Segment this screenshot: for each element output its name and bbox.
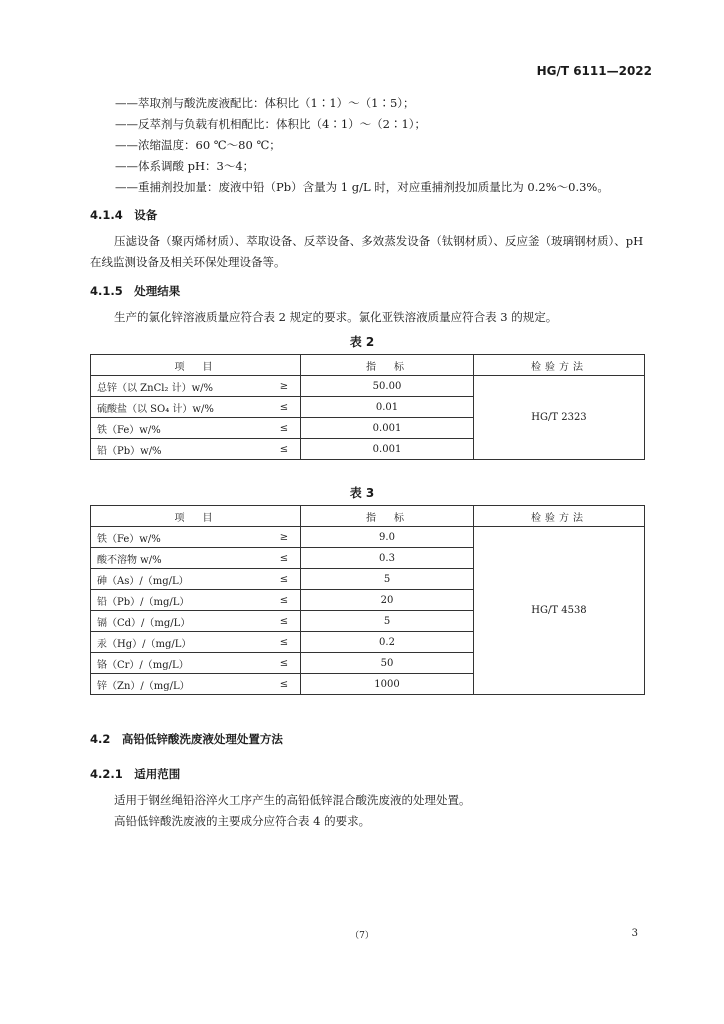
table2-caption: 表 2 (349, 335, 375, 349)
table3-value: 1000 (301, 674, 474, 695)
table3-item: 铬（Cr）/（mg/L） (91, 653, 269, 674)
footer-center-number: （7） (350, 931, 374, 941)
page-number: 3 (631, 928, 638, 939)
table2-item: 铁（Fe）w/% (91, 418, 269, 439)
table2-header-value: 指 标 (301, 355, 474, 376)
table3-header-item: 项 目 (91, 506, 301, 527)
section-4-1-4-text (90, 231, 650, 273)
table3-item: 铅（Pb）/（mg/L） (91, 590, 269, 611)
standard-code: HG/T 6111—2022 (536, 64, 652, 78)
table3-op: ≤ (268, 632, 301, 653)
param-extract-ratio: ——萃取剂与酸洗废液配比：体积比（1∶1）～（1∶5）； (115, 96, 415, 110)
table3-op: ≥ (268, 527, 301, 548)
table3-caption: 表 3 (349, 486, 375, 500)
table2-value: 0.01 (301, 397, 474, 418)
param-ph: ——体系调酸 pH：3～4； (115, 159, 255, 173)
section-4-2-1-title: 4.2.1 适用范围 (90, 767, 181, 781)
table2-op: ≤ (268, 397, 301, 418)
table3-op: ≤ (268, 548, 301, 569)
table3-op: ≤ (268, 569, 301, 590)
table2-method: HG/T 2323 (474, 376, 645, 460)
table3-value: 9.0 (301, 527, 474, 548)
table3-item: 铁（Fe）w/% (91, 527, 269, 548)
table3-value: 0.3 (301, 548, 474, 569)
table-row (91, 376, 645, 397)
table3-item: 镉（Cd）/（mg/L） (91, 611, 269, 632)
table2-value: 0.001 (301, 439, 474, 460)
table2-header-row (91, 355, 645, 376)
table3-op: ≤ (268, 674, 301, 695)
equipment-text: 压滤设备（聚丙烯材质）、萃取设备、反萃设备、多效蒸发设备（钛钢材质）、反应釜（玻璃钢材质）、pH 在线监测设备及相关环保处理设备等。 (90, 234, 644, 269)
table2-op: ≤ (268, 439, 301, 460)
table3-method: HG/T 4538 (474, 527, 645, 695)
section-4-1-5-title: 4.1.5 处理结果 (90, 284, 181, 298)
section-4-1-5-text: 生产的氯化锌溶液质量应符合表 2 规定的要求。氯化亚铁溶液质量应符合表 3 的规定。 (114, 310, 558, 324)
table-row (91, 527, 645, 548)
table3-value: 5 (301, 569, 474, 590)
table2-op: ≥ (268, 376, 301, 397)
table2-value: 0.001 (301, 418, 474, 439)
section-4-2-1-line1: 适用于钢丝绳铅浴淬火工序产生的高铅低锌混合酸洗废液的处理处置。 (114, 793, 471, 807)
table3-op: ≤ (268, 653, 301, 674)
table3-op: ≤ (268, 611, 301, 632)
table3-item: 砷（As）/（mg/L） (91, 569, 269, 590)
table2-header-method: 检验方法 (474, 355, 645, 376)
table2-value: 50.00 (301, 376, 474, 397)
param-concentration-temp: ——浓缩温度：60 ℃～80 ℃； (115, 138, 281, 152)
param-strip-ratio: ——反萃剂与负载有机相配比：体积比（4∶1）～（2∶1）； (115, 117, 427, 131)
table2-item: 硫酸盐（以 SO₄ 计）w/% (91, 397, 269, 418)
table2 (90, 354, 645, 460)
section-4-1-4-title: 4.1.4 设备 (90, 208, 158, 222)
table3-op: ≤ (268, 590, 301, 611)
section-4-2-title: 4.2 高铅低锌酸洗废液处理处置方法 (90, 732, 283, 746)
table3-header-row (91, 506, 645, 527)
table3-item: 酸不溶物 w/% (91, 548, 269, 569)
table3-value: 5 (301, 611, 474, 632)
table2-op: ≤ (268, 418, 301, 439)
table3-header-value: 指 标 (301, 506, 474, 527)
table3-value: 20 (301, 590, 474, 611)
table3-value: 0.2 (301, 632, 474, 653)
table3-item: 汞（Hg）/（mg/L） (91, 632, 269, 653)
section-4-2-1-line2: 高铅低锌酸洗废液的主要成分应符合表 4 的要求。 (114, 814, 371, 828)
table3-header-method: 检验方法 (474, 506, 645, 527)
table2-header-item: 项 目 (91, 355, 301, 376)
param-precipitant-dosage: ——重捕剂投加量：废液中铅（Pb）含量为 1 g/L 时，对应重捕剂投加质量比为 0.2%～0.3%。 (115, 180, 609, 194)
table3-value: 50 (301, 653, 474, 674)
table2-item: 铅（Pb）w/% (91, 439, 269, 460)
table3-item: 锌（Zn）/（mg/L） (91, 674, 269, 695)
table3 (90, 505, 645, 695)
table2-item: 总锌（以 ZnCl₂ 计）w/% (91, 376, 269, 397)
